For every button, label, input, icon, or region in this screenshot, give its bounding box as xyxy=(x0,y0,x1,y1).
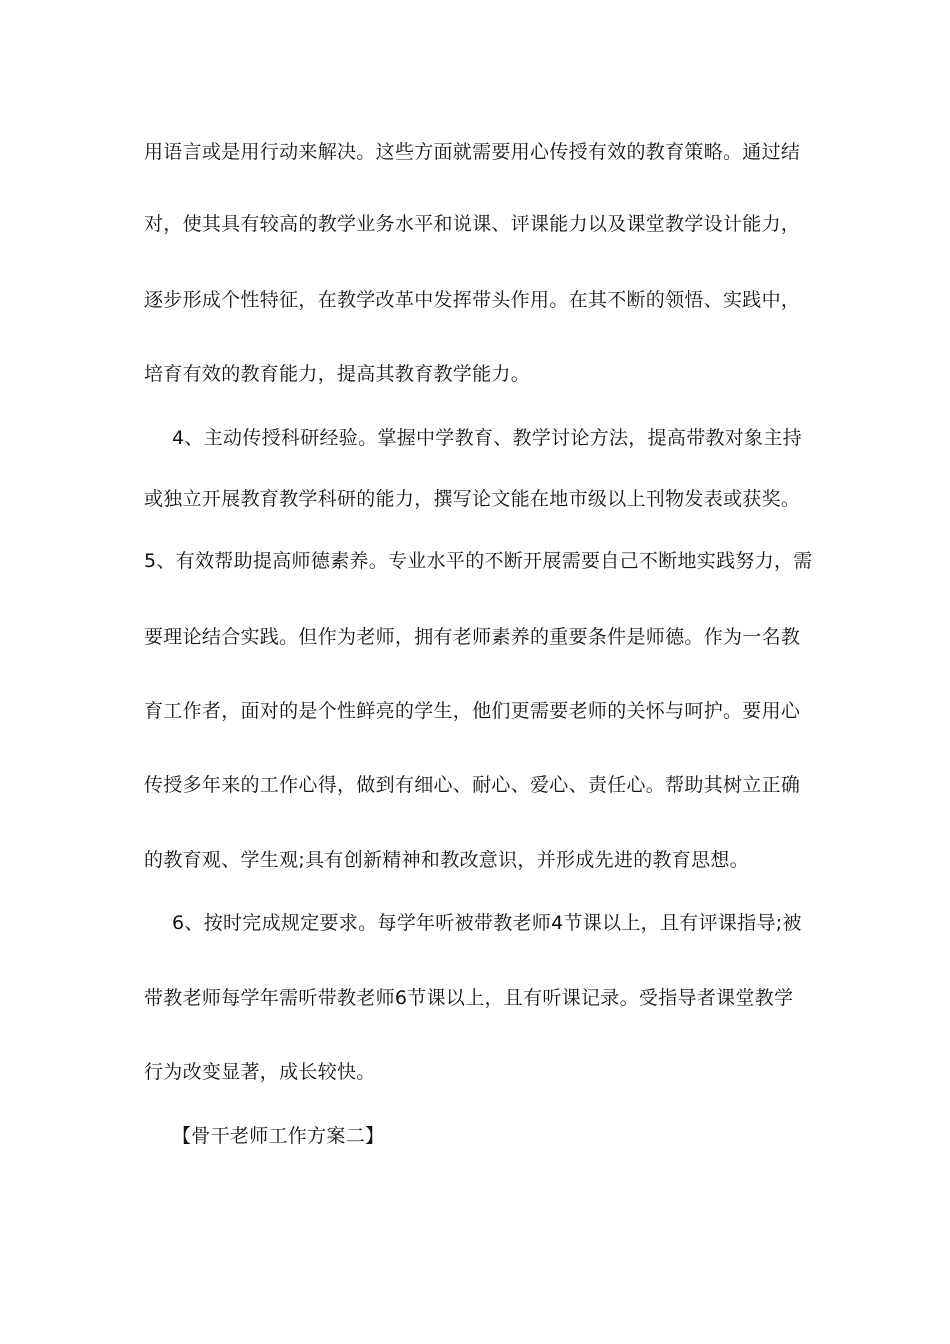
paragraph-line-12: 6、按时完成规定要求。每学年听被带教老师4节课以上，且有评课指导;被 xyxy=(172,912,802,934)
paragraph-line-14: 行为改变显著，成长较快。 xyxy=(144,1061,376,1083)
paragraph-line-10: 传授多年来的工作心得，做到有细心、耐心、爱心、责任心。帮助其树立正确 xyxy=(144,774,801,796)
paragraph-line-13: 带教老师每学年需听带教老师6节课以上，且有听课记录。受指导者课堂教学 xyxy=(144,987,794,1009)
paragraph-line-11: 的教育观、学生观;具有创新精神和教改意识，并形成先进的教育思想。 xyxy=(144,849,750,871)
paragraph-line-5: 4、主动传授科研经验。掌握中学教育、教学讨论方法，提高带教对象主持 xyxy=(172,427,802,449)
paragraph-line-8: 要理论结合实践。但作为老师，拥有老师素养的重要条件是师德。作为一名教 xyxy=(144,626,801,648)
paragraph-line-2: 对，使其具有较高的教学业务水平和说课、评课能力以及课堂教学设计能力， xyxy=(144,213,801,235)
paragraph-line-3: 逐步形成个性特征，在教学改革中发挥带头作用。在其不断的领悟、实践中， xyxy=(144,289,801,311)
paragraph-line-1: 用语言或是用行动来解决。这些方面就需要用心传授有效的教育策略。通过结 xyxy=(144,141,801,163)
paragraph-line-9: 育工作者，面对的是个性鲜亮的学生，他们更需要老师的关怀与呵护。要用心 xyxy=(144,700,801,722)
section-heading: 【骨干老师工作方案二】 xyxy=(172,1125,385,1147)
paragraph-line-7: 5、有效帮助提高师德素养。专业水平的不断开展需要自己不断地实践努力，需 xyxy=(144,550,813,572)
paragraph-line-4: 培育有效的教育能力，提高其教育教学能力。 xyxy=(144,363,531,385)
paragraph-line-6: 或独立开展教育教学科研的能力，撰写论文能在地市级以上刊物发表或获奖。 xyxy=(144,488,801,510)
